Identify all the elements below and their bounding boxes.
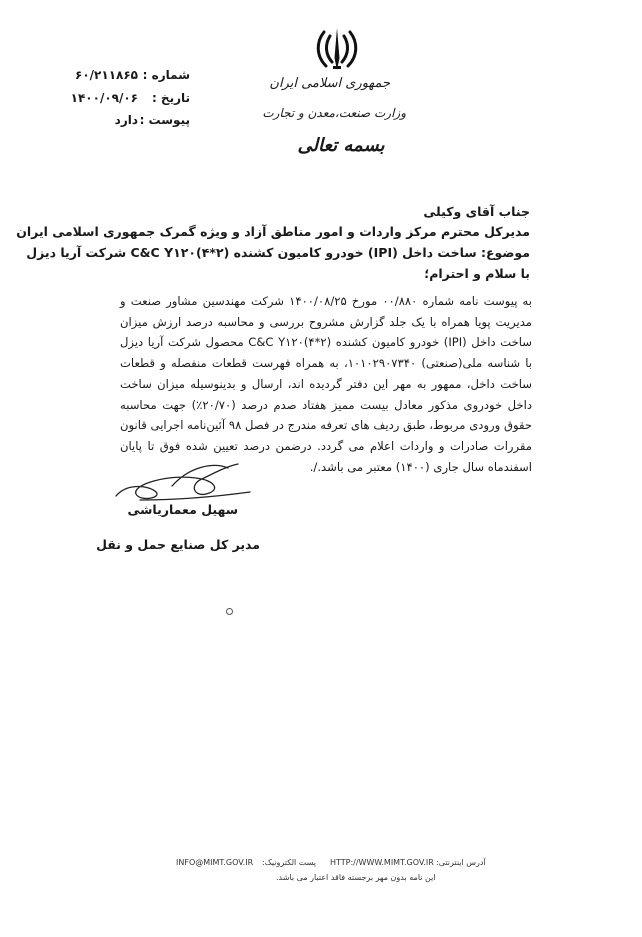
greeting: با سلام و احترام؛ bbox=[424, 266, 530, 281]
letter-number-label: شماره : bbox=[142, 68, 190, 82]
letter-date-label: تاریخ : bbox=[151, 91, 190, 105]
footer-validity-note: این نامه بدون مهر برجسته فاقد اعتبار می باشد. bbox=[276, 873, 436, 882]
iran-emblem-icon bbox=[314, 24, 360, 74]
salutation: جناب آقای وکیلی bbox=[423, 204, 530, 219]
letter-subject: موضوع: ساخت داخل (IPI) خودرو کامیون کشنده (۲*۴)C&C Y۱۲۰ شرکت آریا دیزل bbox=[26, 245, 530, 260]
footer-email-label: پست الکترونیک: bbox=[262, 858, 317, 867]
footer-address-label: آدرس اینترنتی: bbox=[436, 858, 486, 867]
letter-body-paragraph: به پیوست نامه شماره ۰۰/۸۸۰ مورخ ۱۴۰۰/۰۸/۲۵ شرکت مهندسین مشاور صنعت و مدیریت پویا همراه با یک جلد گزارش مشروح بررسی و محاسبه درصد ارزش میزان ساخت داخل (IPI) خودرو کامیون کشنده (۲*۴)C&C Y۱۲۰ محصول شرکت آریا دیزل با شناسه ملی(صنعتی) ۱۰۱۰۲۹۰۷۳۴۰، به همراه فهرست قطعات منفصله و قطعات ساخت داخل، ممهور به مهر این دفتر گردیده اند، ارسال و بدینوسیله میزان ساخت داخل خودروی مذکور معادل بیست ممیز هفتاد صدم درصد (۲۰/۷۰٪) جهت محاسبه حقوق ورودی مربوط، طبق ردیف های تعرفه مندرج در فصل ۹۸ آئین‌نامه اجرایی قانون مقررات صادرات و واردات اعلام می گردد. درضمن درصد تعیین شده فوق تا پایان اسفندماه سال جاری (۱۴۰۰) معتبر می باشد./. bbox=[120, 294, 533, 474]
letter-date-value: ۱۴۰۰/۰۹/۰۶ bbox=[70, 91, 138, 105]
signatory-name: سهیل معماریاشی bbox=[127, 502, 238, 517]
invocation-text: بسمه تعالی bbox=[297, 135, 385, 156]
letter-number-value: ۶۰/۲۱۱۸۶۵ bbox=[75, 68, 138, 82]
recipient-title: مدیرکل محترم مرکز واردات و امور مناطق آزاد و ویژه گمرک جمهوری اسلامی ایران bbox=[16, 224, 530, 239]
letter-attachment-label: پیوست : bbox=[139, 113, 190, 127]
ministry-name: وزارت صنعت،معدن و تجارت bbox=[262, 106, 406, 120]
page-mark bbox=[226, 608, 233, 615]
signatory-position: مدیر کل صنایع حمل و نقل bbox=[96, 537, 260, 552]
country-name: جمهوری اسلامی ایران bbox=[269, 76, 390, 91]
footer-email: INFO@MIMT.GOV.IR bbox=[176, 858, 254, 867]
footer-website: HTTP://WWW.MIMT.GOV.IR bbox=[330, 858, 434, 867]
letter-attachment-value: دارد bbox=[114, 113, 138, 127]
